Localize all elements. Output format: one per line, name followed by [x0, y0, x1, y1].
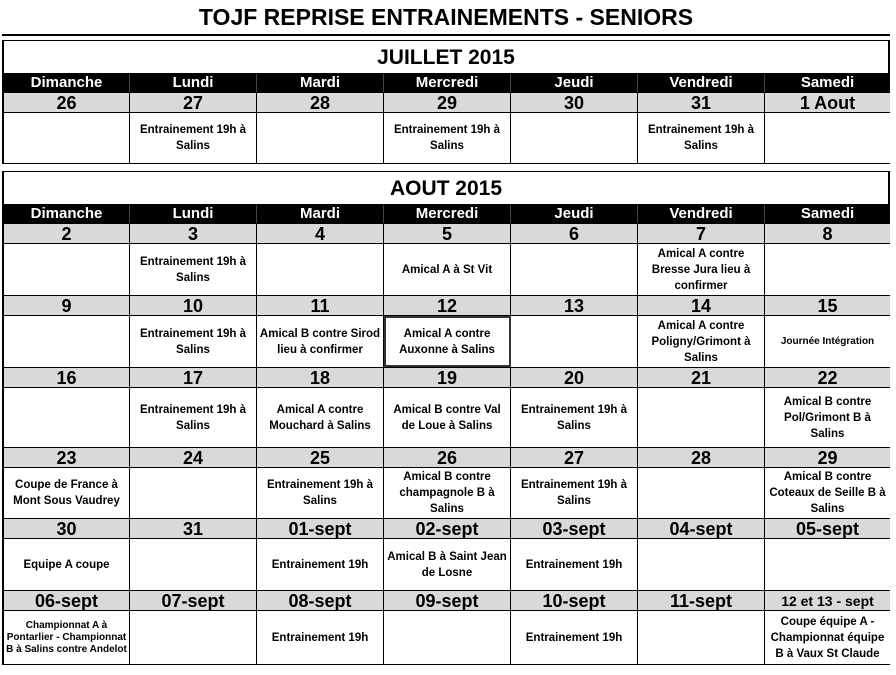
day-name-sunday: Dimanche — [4, 205, 130, 223]
date-cell[interactable]: 6 — [511, 223, 638, 244]
date-cell[interactable]: 7 — [638, 223, 765, 244]
event-cell[interactable]: Amical B contre Pol/Grimont B à Salins — [765, 388, 890, 447]
date-cell[interactable]: 21 — [638, 367, 765, 388]
date-cell[interactable]: 13 — [511, 295, 638, 316]
date-cell[interactable]: 26 — [384, 447, 511, 468]
event-cell[interactable] — [765, 244, 890, 295]
date-cell[interactable]: 28 — [257, 92, 384, 113]
event-cell[interactable]: Entrainement 19h à Salins — [257, 468, 384, 518]
event-cell[interactable]: Journée Intégration — [765, 316, 890, 367]
event-cell[interactable]: Amical A contre Mouchard à Salins — [257, 388, 384, 447]
event-cell[interactable]: Amical B contre Sirod lieu à confirmer — [257, 316, 384, 367]
event-cell[interactable]: Championnat A à Pontarlier - Championnat B à Salins contre Andelot — [4, 611, 130, 664]
event-cell[interactable] — [765, 539, 890, 590]
event-cell[interactable] — [4, 316, 130, 367]
event-cell[interactable]: Entrainement 19h à Salins — [511, 388, 638, 447]
day-name-friday: Vendredi — [638, 74, 765, 92]
event-cell[interactable] — [638, 539, 765, 590]
event-cell[interactable]: Amical A à St Vit — [384, 244, 511, 295]
date-cell[interactable]: 16 — [4, 367, 130, 388]
event-cell[interactable]: Entrainement 19h à Salins — [511, 468, 638, 518]
date-cell[interactable]: 9 — [4, 295, 130, 316]
date-cell[interactable]: 10 — [130, 295, 257, 316]
month-title: AOUT 2015 — [4, 172, 888, 205]
title-divider — [2, 34, 890, 36]
date-cell[interactable]: 15 — [765, 295, 890, 316]
page-title: TOJF REPRISE ENTRAINEMENTS - SENIORS — [198, 4, 694, 30]
date-cell[interactable]: 31 — [130, 518, 257, 539]
day-name-wednesday: Mercredi — [384, 74, 511, 92]
date-cell[interactable]: 06-sept — [4, 590, 130, 611]
event-cell[interactable] — [511, 316, 638, 367]
date-cell[interactable]: 27 — [130, 92, 257, 113]
day-name-thursday: Jeudi — [511, 74, 638, 92]
event-cell[interactable]: Entrainement 19h — [257, 539, 384, 590]
day-name-monday: Lundi — [130, 74, 257, 92]
day-name-saturday: Samedi — [765, 205, 890, 223]
day-name-monday: Lundi — [130, 205, 257, 223]
date-cell[interactable]: 17 — [130, 367, 257, 388]
event-cell[interactable]: Amical B contre champagnole B à Salins — [384, 468, 511, 518]
event-cell[interactable] — [638, 388, 765, 447]
date-cell[interactable]: 29 — [384, 92, 511, 113]
day-name-row — [4, 205, 888, 223]
event-cell[interactable] — [765, 113, 890, 163]
day-name-sunday: Dimanche — [4, 74, 130, 92]
date-cell[interactable]: 30 — [4, 518, 130, 539]
date-cell[interactable]: 30 — [511, 92, 638, 113]
date-cell[interactable]: 28 — [638, 447, 765, 468]
event-cell[interactable] — [638, 468, 765, 518]
date-cell[interactable]: 3 — [130, 223, 257, 244]
date-cell[interactable]: 04-sept — [638, 518, 765, 539]
event-cell[interactable] — [4, 244, 130, 295]
event-cell[interactable]: Coupe de France à Mont Sous Vaudrey — [4, 468, 130, 518]
event-cell[interactable]: Amical B contre Coteaux de Seille B à Salins — [765, 468, 890, 518]
week-grid — [4, 590, 888, 664]
date-cell[interactable]: 08-sept — [257, 590, 384, 611]
event-cell[interactable]: Amical B contre Val de Loue à Salins — [384, 388, 511, 447]
event-cell[interactable] — [638, 611, 765, 664]
date-cell[interactable]: 01-sept — [257, 518, 384, 539]
date-cell[interactable]: 11 — [257, 295, 384, 316]
week-grid — [4, 223, 888, 295]
date-cell[interactable]: 12 et 13 - sept — [765, 590, 890, 611]
day-name-wednesday: Mercredi — [384, 205, 511, 223]
date-cell[interactable]: 18 — [257, 367, 384, 388]
date-cell[interactable]: 4 — [257, 223, 384, 244]
date-cell[interactable]: 29 — [765, 447, 890, 468]
day-name-tuesday: Mardi — [257, 205, 384, 223]
event-cell-selected[interactable]: Amical A contre Auxonne à Salins — [384, 316, 511, 367]
date-cell[interactable]: 8 — [765, 223, 890, 244]
event-cell[interactable]: Amical A contre Bresse Jura lieu à confirmer — [638, 244, 765, 295]
event-cell[interactable] — [257, 244, 384, 295]
event-cell[interactable]: Amical B à Saint Jean de Losne — [384, 539, 511, 590]
event-cell[interactable] — [130, 468, 257, 518]
week-grid — [4, 447, 888, 518]
event-cell[interactable]: Entrainement 19h à Salins — [130, 113, 257, 163]
date-cell[interactable]: 20 — [511, 367, 638, 388]
date-cell[interactable]: 26 — [4, 92, 130, 113]
week-grid — [4, 295, 888, 367]
date-cell[interactable]: 1 Aout — [765, 92, 890, 113]
day-name-friday: Vendredi — [638, 205, 765, 223]
date-cell[interactable]: 02-sept — [384, 518, 511, 539]
date-cell[interactable]: 07-sept — [130, 590, 257, 611]
date-cell[interactable]: 11-sept — [638, 590, 765, 611]
event-cell[interactable] — [130, 539, 257, 590]
date-cell[interactable]: 27 — [511, 447, 638, 468]
month-july — [2, 40, 890, 164]
event-cell[interactable]: Entrainement 19h — [257, 611, 384, 664]
event-cell[interactable] — [511, 244, 638, 295]
date-cell[interactable]: 25 — [257, 447, 384, 468]
event-cell[interactable]: Entrainement 19h à Salins — [638, 113, 765, 163]
event-cell[interactable]: Entrainement 19h — [511, 611, 638, 664]
date-cell[interactable]: 14 — [638, 295, 765, 316]
day-name-tuesday: Mardi — [257, 74, 384, 92]
date-cell[interactable]: 09-sept — [384, 590, 511, 611]
date-cell[interactable]: 5 — [384, 223, 511, 244]
week-grid — [4, 367, 888, 447]
date-cell[interactable]: 23 — [4, 447, 130, 468]
event-cell[interactable] — [257, 113, 384, 163]
day-name-saturday: Samedi — [765, 74, 890, 92]
date-cell[interactable]: 12 — [384, 295, 511, 316]
date-cell[interactable]: 10-sept — [511, 590, 638, 611]
date-cell[interactable]: 31 — [638, 92, 765, 113]
event-cell[interactable]: Amical A contre Poligny/Grimont à Salins — [638, 316, 765, 367]
day-name-row — [4, 74, 888, 92]
event-cell[interactable]: Equipe A coupe — [4, 539, 130, 590]
week-grid — [4, 518, 888, 590]
event-cell[interactable]: Coupe équipe A - Championnat équipe B à Vaux St Claude — [765, 611, 890, 664]
date-cell[interactable]: 2 — [4, 223, 130, 244]
event-cell[interactable] — [384, 611, 511, 664]
month-title: JUILLET 2015 — [4, 41, 888, 74]
date-cell[interactable]: 03-sept — [511, 518, 638, 539]
month-august — [2, 171, 890, 665]
date-cell[interactable]: 24 — [130, 447, 257, 468]
event-cell[interactable]: Entrainement 19h à Salins — [130, 316, 257, 367]
week-grid — [4, 92, 888, 163]
event-cell[interactable] — [511, 113, 638, 163]
date-cell[interactable]: 05-sept — [765, 518, 890, 539]
event-cell[interactable] — [4, 113, 130, 163]
date-cell[interactable]: 22 — [765, 367, 890, 388]
event-cell[interactable]: Entrainement 19h à Salins — [130, 244, 257, 295]
event-cell[interactable]: Entrainement 19h à Salins — [384, 113, 511, 163]
event-cell[interactable]: Entrainement 19h — [511, 539, 638, 590]
date-cell[interactable]: 19 — [384, 367, 511, 388]
event-cell[interactable] — [4, 388, 130, 447]
event-cell[interactable] — [130, 611, 257, 664]
day-name-thursday: Jeudi — [511, 205, 638, 223]
event-cell[interactable]: Entrainement 19h à Salins — [130, 388, 257, 447]
